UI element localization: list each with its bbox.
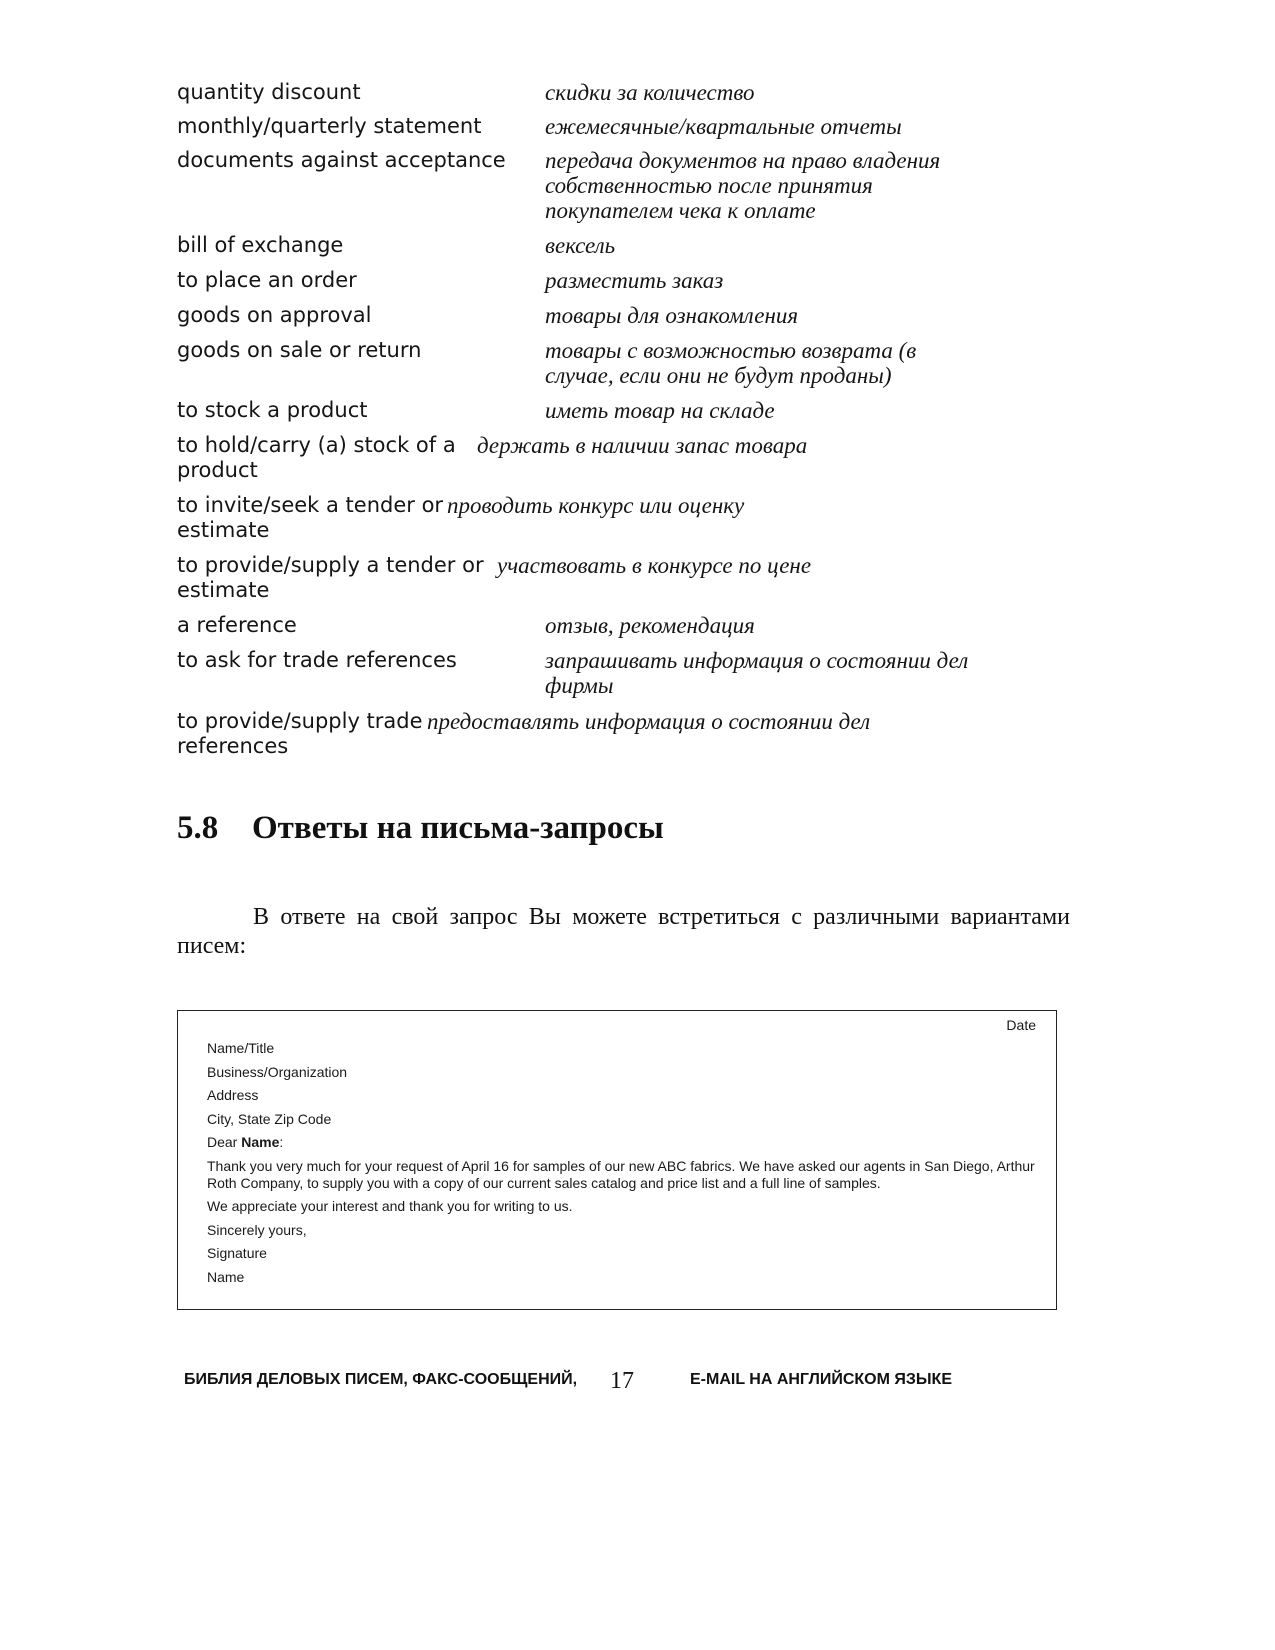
vocabulary-translation: предоставлять информация о состоянии дел: [427, 709, 871, 734]
letter-closing: Sincerely yours,: [207, 1221, 307, 1238]
vocabulary-row: [177, 613, 1057, 648]
vocabulary-term: documents against acceptance: [177, 148, 506, 172]
letter-signature: Signature: [207, 1245, 267, 1261]
page-number: 17: [610, 1368, 634, 1394]
vocabulary-row: [177, 493, 1057, 553]
vocabulary-term: to invite/seek a tender or estimate: [177, 493, 444, 542]
vocabulary-row: [177, 648, 1057, 709]
vocabulary-row: [177, 233, 1057, 268]
vocabulary-translation: проводить конкурс или оценку: [447, 493, 745, 518]
intro-paragraph: В ответе на свой запрос Вы можете встретиться с различными вариантами писем:: [177, 904, 1070, 959]
salutation-prefix: Dear: [207, 1134, 242, 1150]
vocabulary-row: [177, 338, 1057, 398]
vocabulary-term: to place an order: [177, 268, 357, 292]
letter-name-title: Name/Title: [207, 1040, 275, 1056]
page-footer: [0, 1362, 1275, 1392]
vocabulary-term: goods on approval: [177, 303, 372, 327]
letter-body: [207, 1040, 1043, 1292]
vocabulary-translation: участвовать в конкурсе по цене: [497, 553, 812, 578]
vocabulary-row: [177, 148, 1057, 233]
vocabulary-translation: товары для ознакомления: [545, 303, 799, 328]
letter-sender-name: Name: [207, 1268, 245, 1285]
vocabulary-translation: передача документов на право владения собственностью после принятия покупателем чека к оплате: [545, 148, 941, 223]
section-heading: [177, 808, 664, 848]
vocabulary-term: to provide/supply trade references: [177, 709, 423, 758]
letter-date: Date: [1006, 1017, 1036, 1033]
vocabulary-term: to hold/carry (a) stock of a product: [177, 433, 456, 482]
letter-body-paragraph: We appreciate your interest and thank you for writing to us.: [207, 1198, 573, 1214]
vocabulary-translation: товары с возможностью возврата (в случае, если они не будут проданы): [545, 338, 917, 388]
vocabulary-row: [177, 398, 1057, 433]
salutation-suffix: :: [279, 1134, 284, 1150]
section-number: 5.8: [177, 810, 219, 846]
sample-letter: [177, 1010, 1057, 1310]
vocabulary-translation: отзыв, рекомендация: [545, 613, 755, 638]
vocabulary-translation: ежемесячные/квартальные отчеты: [545, 114, 902, 139]
vocabulary-translation: разместить заказ: [545, 268, 724, 293]
vocabulary-translation: вексель: [545, 233, 616, 258]
vocabulary-term: to provide/supply a tender or estimate: [177, 553, 484, 602]
letter-body-paragraph: Thank you very much for your request of April 16 for samples of our new ABC fabrics. We have asked our agents in San Diego, Arthur Roth Company, to supply you with a copy of our current sales catalog and price list and a full line of samples.: [207, 1157, 1035, 1191]
vocabulary-term: goods on sale or return: [177, 338, 422, 362]
letter-organization: Business/Organization: [207, 1063, 348, 1080]
vocabulary-row: [177, 553, 1057, 613]
vocabulary-translation: скидки за количество: [545, 80, 755, 105]
vocabulary-term: to ask for trade references: [177, 648, 457, 672]
footer-book-title: БИБЛИЯ ДЕЛОВЫХ ПИСЕМ, ФАКС-СООБЩЕНИЙ,: [184, 1371, 578, 1388]
vocabulary-term: quantity discount: [177, 80, 361, 104]
vocabulary-row: [177, 303, 1057, 338]
vocabulary-row: [177, 268, 1057, 303]
vocabulary-term: bill of exchange: [177, 233, 344, 257]
footer-book-subtitle: E-MAIL НА АНГЛИЙСКОМ ЯЗЫКЕ: [690, 1371, 952, 1388]
vocabulary-row: [177, 114, 1057, 148]
vocabulary-row: [177, 433, 1057, 493]
section-title: Ответы на письма-запросы: [252, 810, 664, 846]
vocabulary-translation: держать в наличии запас товара: [477, 433, 808, 458]
vocabulary-row: [177, 709, 1057, 764]
letter-city: City, State Zip Code: [207, 1110, 332, 1127]
salutation-name: Name: [241, 1134, 280, 1150]
vocabulary-translation: иметь товар на складе: [545, 398, 775, 423]
vocabulary-row: [177, 80, 1057, 114]
vocabulary-term: to stock a product: [177, 398, 368, 422]
vocabulary-term: a reference: [177, 613, 297, 637]
letter-salutation: [207, 1134, 1043, 1151]
vocabulary-list: [177, 80, 1057, 764]
letter-address: Address: [207, 1087, 259, 1103]
vocabulary-term: monthly/quarterly statement: [177, 114, 482, 138]
vocabulary-translation: запрашивать информация о состоянии дел фирмы: [545, 648, 969, 698]
